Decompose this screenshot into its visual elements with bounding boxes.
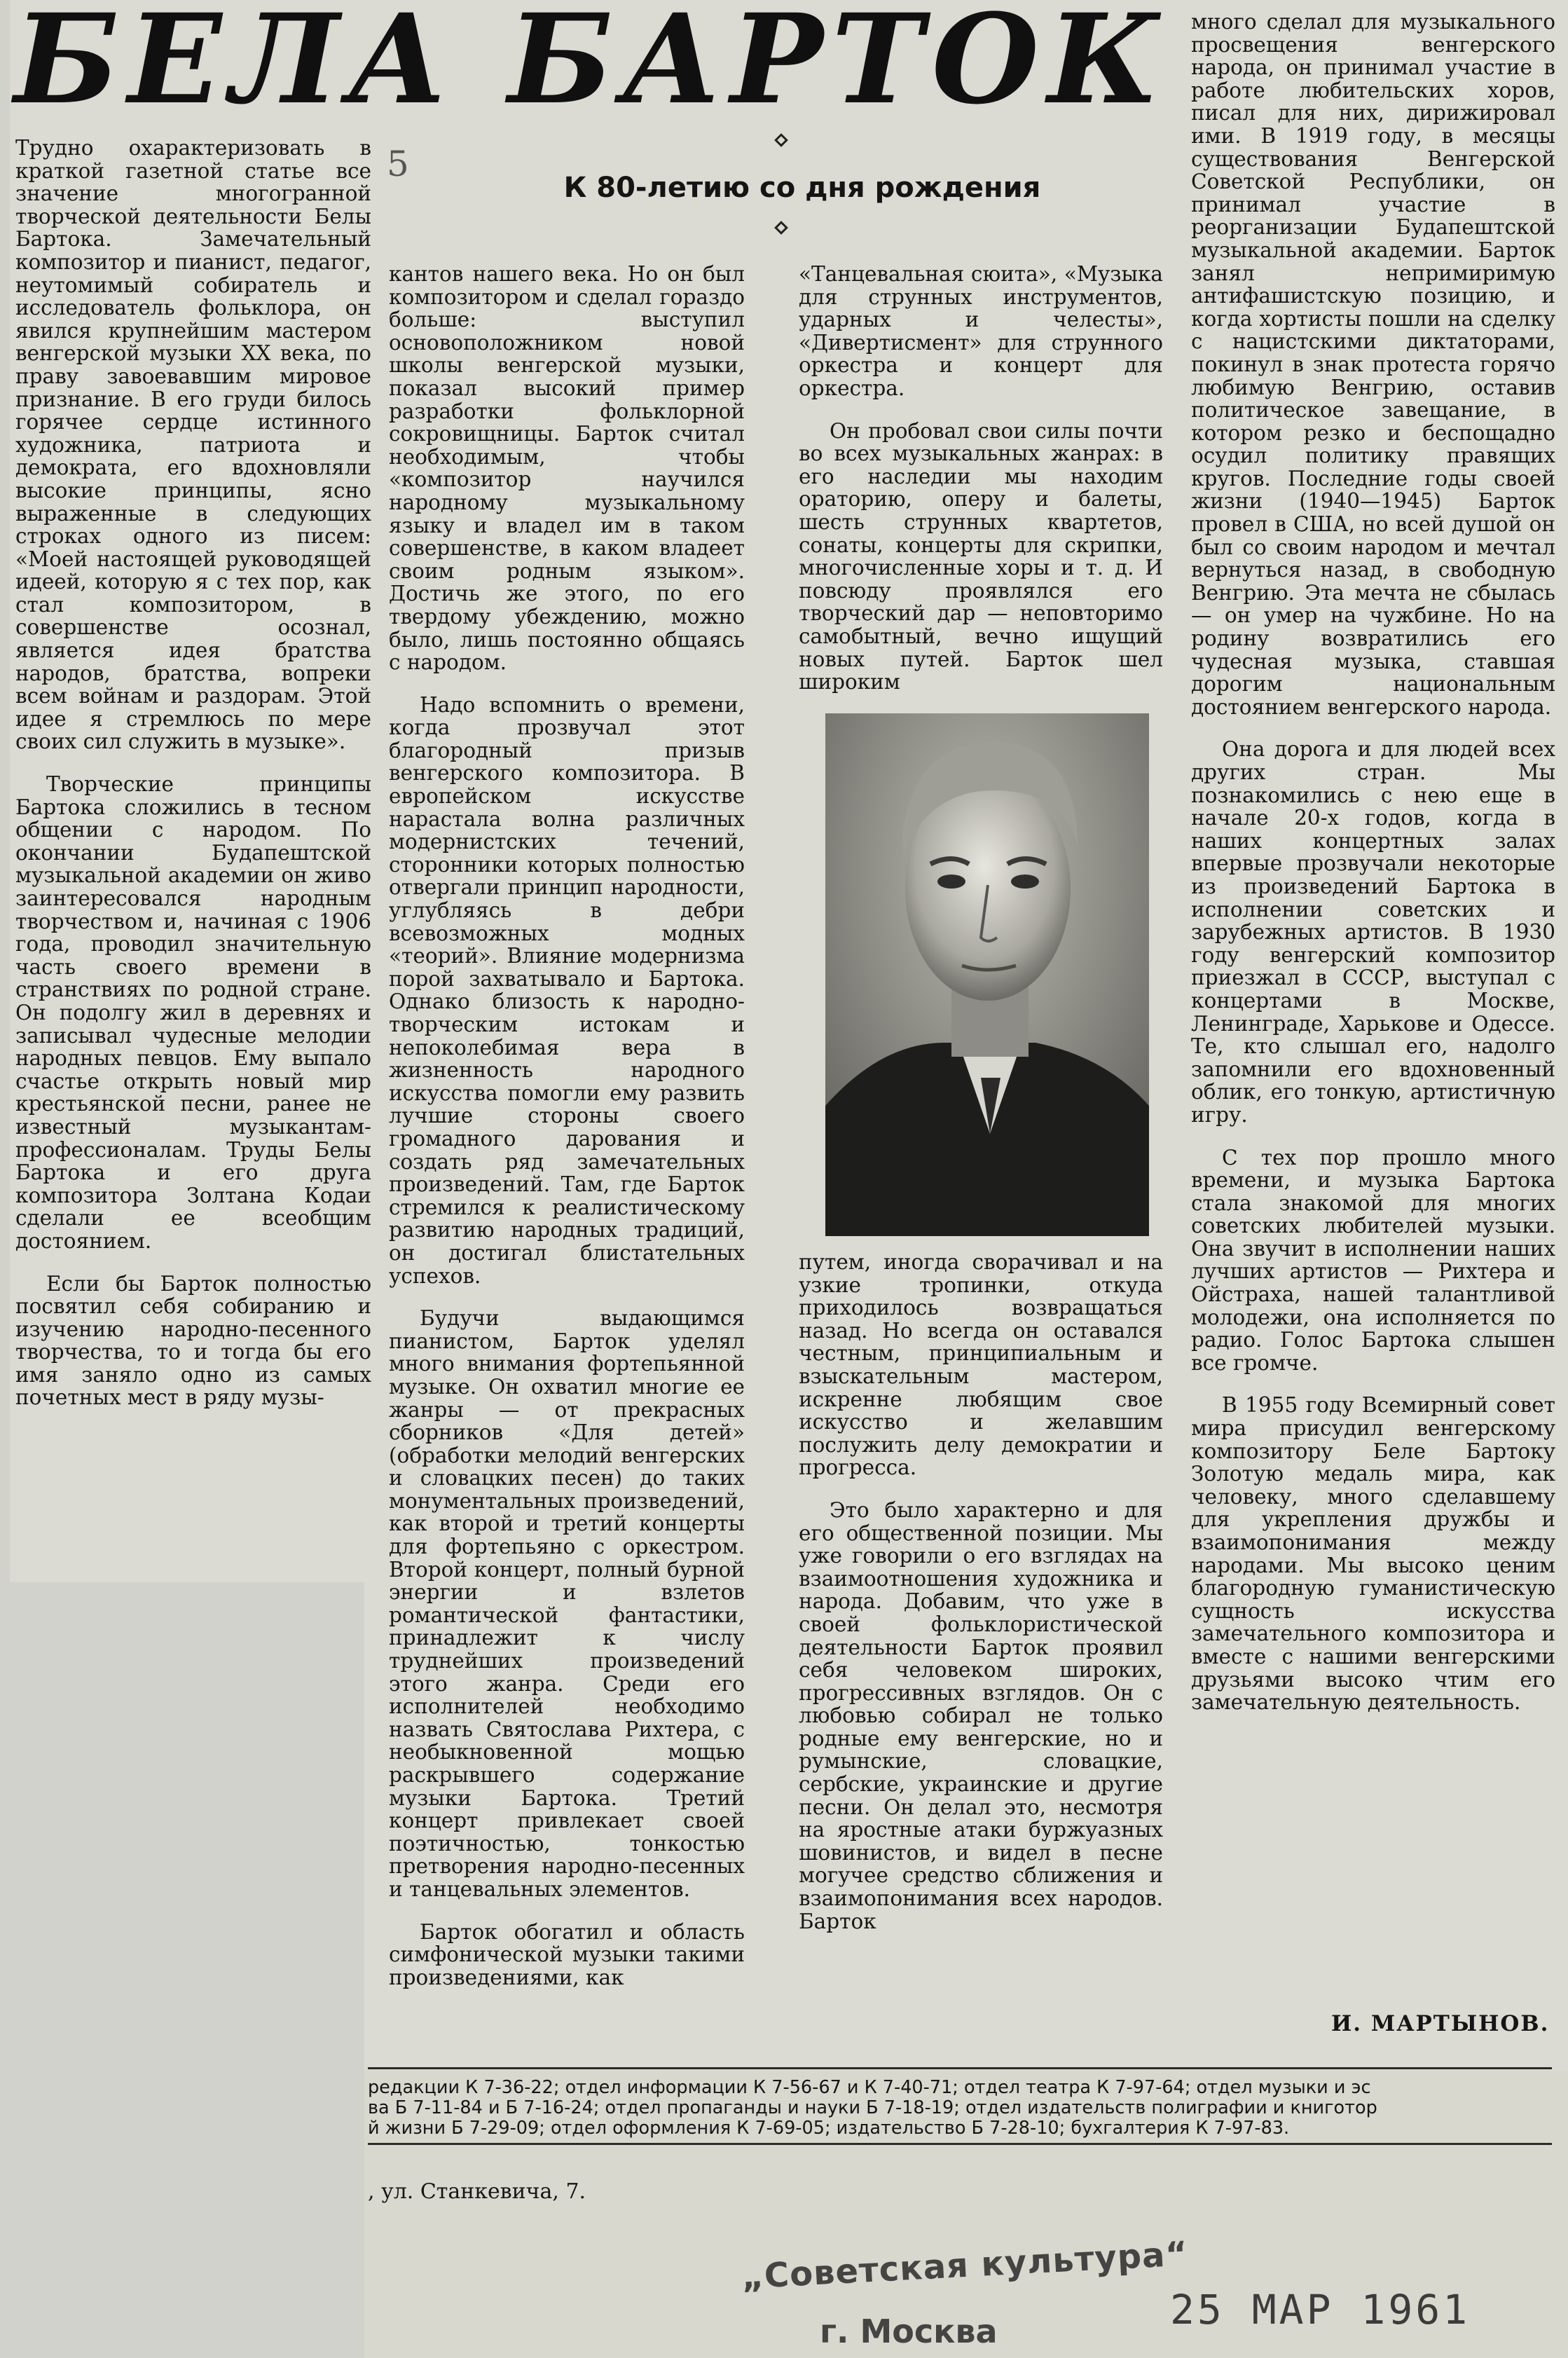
col1-paragraph-3: Если бы Барток полностью посвятил себя собиранию и изучению народно-песенного творчества, то и тогда бы его имя заняло одно из самых почетных мест в ряду музы- [15, 1271, 371, 1410]
col4-paragraph-3: С тех пор прошло много времени, и музыка Бартока стала знакомой для многих советских любителей музыки. Она звучит в исполнении наших лучших артистов — Рихтера и Ойстраха, нашей талантливой молодежи, она исполняется по радио. Голос Бартока слышен все громче. [1191, 1145, 1555, 1375]
footer-line-1: редакции К 7-36-22; отдел информации К 7-56-67 и К 7-40-71; отдел театра К 7-97-64; отдел музыки и эс [368, 2078, 1371, 2098]
col4-paragraph-1: много сделал для музыкального просвещения венгерского народа, он принимал участие в работе любительских хоров, писал для них, дирижировал ими. В 1919 году, в месяцы существования Венгерской Советской Республики, он принимал участие в реорганизации Будапештской музыкальной академии. Барток занял непримиримую антифашистскую позицию, и когда хортисты пошли на сделку с нацистскими диктаторами, покинул в знак протеста горячо любимую Венгрию, оставив политическое завещание, в котором резко и беспощадно осудил политику правящих кругов. Последние годы своей жизни (1940—1945) Барток провел в США, но всей душой он был со своим народом и мечтал вернуться назад, в свободную Венгрию. Эта мечта не сбылась — он умер на чужбине. Но на родину возвратились его чудесная музыка, ставшая дорогим национальным достоянием венгерского народа. [1191, 10, 1555, 719]
newspaper-name-stamp: „Советская культура“ [740, 2234, 1190, 2297]
col4-paragraph-2: Она дорога и для людей всех других стран. Мы познакомились с нею еще в начале 20-х годов, когда в наших концертных залах впервые прозвучали некоторые из произведений Бартока в исполнении советских и зарубежных артистов. В 1930 году венгерский композитор приезжал в СССР, выступал с концертами в Москве, Ленинграде, Харькове и Одессе. Те, кто слышал его, надолго запомнили его вдохновенный облик, его тонкую, артистичную игру. [1191, 737, 1555, 1127]
date-stamp: 25 МАР 1961 [1170, 2286, 1471, 2333]
article-column-3-top [799, 263, 1163, 694]
col3-paragraph-2: Он пробовал свои силы почти во всех музыкальных жанрах: в его наследии мы находим ораторию, оперу и балеты, шесть струнных квартетов, сонаты, концерты для скрипки, многочисленные хоры и т. д. И повсюду проявлялся его творческий дар — неповторимо самобытный, вечно ищущий новых путей. Барток шел широким [799, 418, 1163, 694]
col2-paragraph-3: Будучи выдающимся пианистом, Барток уделял много внимания фортепьянной музыке. Он охватил многие ее жанры — от прекрасных сборников «Для детей» (обработки мелодий венгерских и словацких песен) до таких монументальных произведений, как второй и третий концерты для фортепьяно с оркестром. Второй концерт, полный бурной энергии и взлетов романтической фантастики, принадлежит к числу труднейших произведений этого жанра. Среди его исполнителей необходимо назвать Святослава Рихтера, с необыкновенной мощью раскрывшего содержание музыки Бартока. Третий концерт привлекает своей поэтичностью, тонкостью претворения народно-песенных и танцевальных элементов. [389, 1306, 745, 1901]
article-column-3-bottom [799, 1251, 1163, 1933]
author-signature: И. МАРТЫНОВ. [1331, 2011, 1550, 2036]
article-subtitle: К 80-летию со дня рождения [563, 172, 1041, 204]
col2-paragraph-4: Барток обогатил и область симфонической музыки такими произведениями, как [389, 1919, 745, 1989]
footer-top-rule [368, 2067, 1552, 2069]
portrait-photo [825, 713, 1149, 1236]
footer-address: , ул. Станкевича, 7. [368, 2179, 586, 2204]
city-stamp: г. Москва [820, 2312, 998, 2350]
footer-line-3: й жизни Б 7-29-09; отдел оформления К 7-69-05; издательство Б 7-28-10; бухгалтерия К 7-97-83. [368, 2118, 1290, 2139]
footer-line-2: ва Б 7-11-84 и Б 7-16-24; отдел пропаганды и науки Б 7-18-19; отдел издательств полиграфии и книготор [368, 2097, 1377, 2118]
article-column-2 [389, 263, 745, 1989]
margin-pencil-mark: 5 [387, 144, 409, 184]
col1-paragraph-2: Творческие принципы Бартока сложились в тесном общении с народом. По окончании Будапештской музыкальной академии он живо заинтересовался народным творчеством и, начиная с 1906 года, проводил значительную часть своего времени в странствиях по родной стране. Он подолгу жил в деревнях и записывал чудесные мелодии народных певцов. Ему выпало счастье открыть новый мир крестьянской песни, ранее не известный музыкантам-профессионалам. Труды Белы Бартока и его друга композитора Золтана Кодаи сделали ее всеобщим достоянием. [15, 772, 371, 1253]
footer-bottom-rule [368, 2143, 1552, 2145]
col2-paragraph-1: кантов нашего века. Но он был композитором и сделал гораздо больше: выступил основоположником новой школы венгерской музыки, показал высокий пример разработки фольклорной сокровищницы. Барток считал необходимым, чтобы «композитор научился народному музыкальному языку и владел им в таком совершенстве, в каком владеет своим родным языком». Достичь же этого, по его твердому убеждению, можно было, лишь постоянно общаясь с народом. [389, 262, 745, 675]
col1-paragraph-1: Трудно охарактеризовать в краткой газетной статье все значение многогранной творческой деятельности Белы Бартока. Замечательный композитор и пианист, педагог, неутомимый собиратель и исследователь фольклора, он явился крупнейшим мастером венгерской музыки XX века, по праву завоевавшим мировое признание. В его груди билось горячее сердце истинного художника, патриота и демократа, его вдохновляли высокие принципы, ясно выраженные в следующих строках одного из писем: «Моей настоящей руководящей идеей, которую я с тех пор, как стал композитором, в совершенстве осознал, является идея братства народов, братства, вопреки всем войнам и раздорам. Этой идее я стремлюсь по мере своих сил служить в музыке». [15, 136, 371, 754]
col3-paragraph-1: «Танцевальная сюита», «Музыка для струнных инструментов, ударных и челесты», «Дивертисмент» для струнного оркестра и концерт для оркестра. [799, 262, 1163, 400]
col3-paragraph-3: путем, иногда сворачивал и на узкие тропинки, откуда приходилось возвращаться назад. Но всегда он оставался честным, принципиальным и взыскательным мастером, искренне любящим свое искусство и желавшим послужить делу демократии и прогресса. [799, 1250, 1163, 1480]
footer-contacts [368, 2078, 1545, 2139]
col3-paragraph-4: Это было характерно и для его общественной позиции. Мы уже говорили о его взглядах на взаимоотношения художника и народа. Добавим, что уже в своей фольклористической деятельности Барток проявил себя человеком широких, прогрессивных взглядов. Он с любовью собирал не только родные ему венгерские, но и румынские, словацкие, сербские, украинские и другие песни. Он делал это, несмотря на яростные атаки буржуазных шовинистов, и видел в песне могучее средство сближения и взаимопонимания всех народов. Барток [799, 1497, 1163, 1933]
article-column-4 [1191, 11, 1555, 1714]
portrait-image [825, 713, 1149, 1236]
col4-paragraph-4: В 1955 году Всемирный совет мира присудил венгерскому композитору Беле Бартоку Золотую медаль мира, как человеку, много сделавшему для укрепления дружбы и взаимопонимания между народами. Мы высоко ценим благородную гуманистическую сущность искусства замечательного композитора и вместе с нашими венгерскими друзьями высоко чтим его замечательную деятельность. [1191, 1393, 1555, 1715]
article-title: БЕЛА БАРТОК [14, 0, 1169, 132]
col2-paragraph-2: Надо вспомнить о времени, когда прозвучал этот благородный призыв венгерского композитора. В европейском искусстве нарастала волна различных модернистских течений, сторонники которых полностью отвергали принцип народности, углубляясь в дебри всевозможных модных «теорий». Влияние модернизма порой захватывало и Бартока. Однако близость к народно-творческим истокам и непоколебимая вера в жизненность народного искусства помогли ему развить лучшие стороны своего громадного дарования и создать ряд замечательных произведений. Там, где Барток стремился к реалистическому развитию народных традиций, он достигал блистательных успехов. [389, 692, 745, 1288]
article-column-1 [15, 137, 371, 1409]
